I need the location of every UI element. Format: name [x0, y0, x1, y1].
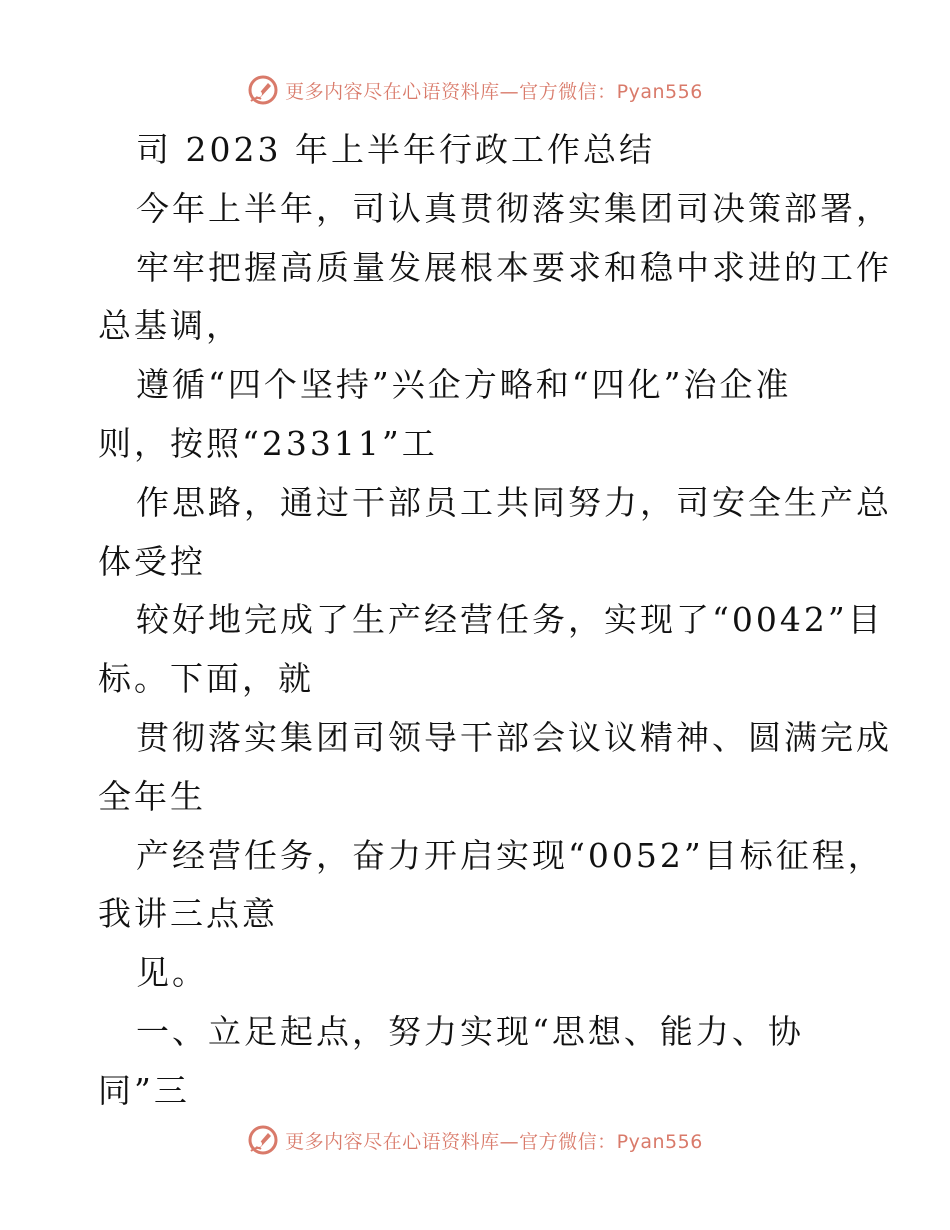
text-line: 全年生 — [98, 776, 206, 816]
watermark-banner-bottom — [0, 1122, 950, 1158]
text-line: 较好地完成了生产经营任务，实现了“0042”目 — [136, 600, 884, 640]
text-line: 作思路，通过干部员工共同努力，司安全生产总 — [136, 482, 892, 522]
text-line: 产经营任务，奋力开启实现“0052”目标征程， — [136, 835, 884, 875]
text-line: 体受控 — [98, 541, 206, 581]
text-line: 遵循“四个坚持”兴企方略和“四化”治企准 — [136, 365, 792, 405]
pen-logo-icon — [247, 1124, 279, 1156]
text-line: 今年上半年，司认真贯彻落实集团司决策部署， — [136, 188, 892, 228]
text-line: 则，按照“23311”工 — [98, 423, 438, 463]
text-line: 同”三 — [98, 1070, 190, 1110]
watermark-banner-top — [0, 72, 950, 108]
document-title: 司 2023 年上半年行政工作总结 — [136, 130, 655, 169]
text-line: 贯彻落实集团司领导干部会议议精神、圆满完成 — [136, 717, 892, 757]
section-heading: 一、立足起点，努力实现“思想、能力、协 — [136, 1011, 804, 1051]
text-line: 牢牢把握高质量发展根本要求和稳中求进的工作 — [136, 247, 892, 287]
watermark-text: 更多内容尽在心语资料库—官方微信：Pyan556 — [285, 1130, 703, 1153]
watermark-text: 更多内容尽在心语资料库—官方微信：Pyan556 — [285, 80, 703, 103]
text-line: 见。 — [136, 953, 208, 993]
text-line: 我讲三点意 — [98, 894, 278, 934]
document-body — [98, 121, 892, 1121]
text-line: 标。下面，就 — [98, 659, 314, 699]
pen-logo-icon — [247, 74, 279, 106]
text-line: 总基调， — [98, 306, 242, 346]
